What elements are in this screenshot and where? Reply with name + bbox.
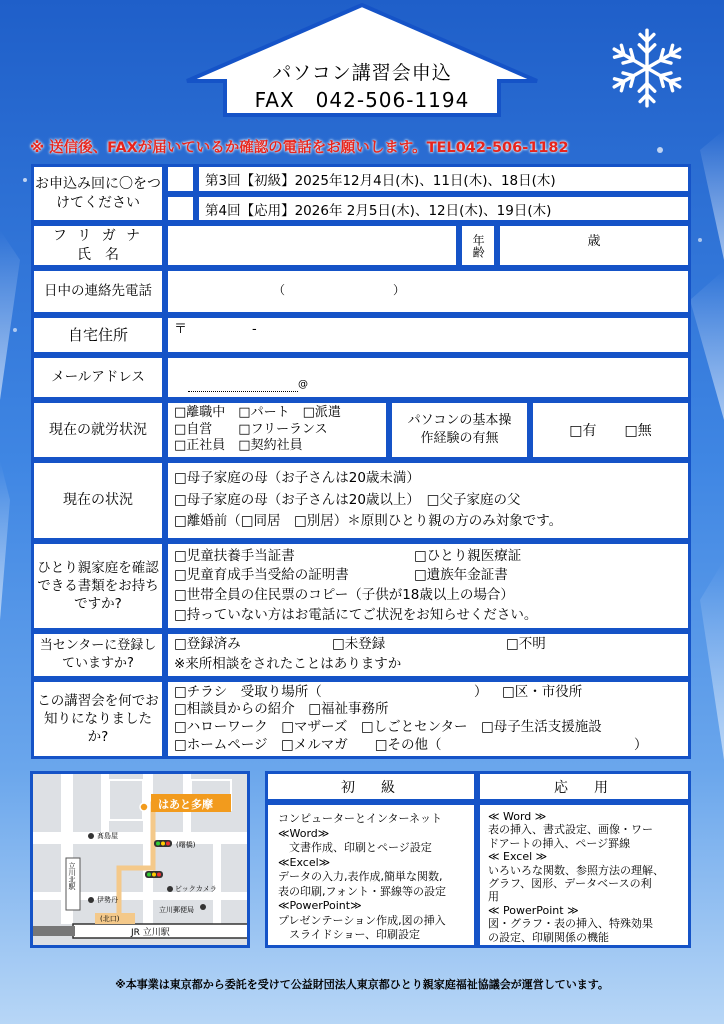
applied-line: 表の挿入、書式設定、画像・ワー [488,823,653,837]
footer-note: ※本事業は東京都から委託を受けて公益財団法人東京都ひとり親家庭福祉協議会が運営しています。 [115,978,609,991]
registration-line2: ※来所相談をされたことはありますか [174,656,402,672]
basic-line: スライドショー、印刷設定 [278,928,421,942]
access-map [30,771,250,948]
registration-line1 [174,635,546,655]
map-label-bic: ビックカメラ [175,885,217,893]
email-label: メールアドレス [31,355,165,400]
age-input[interactable] [497,223,691,268]
documents-line2 [174,566,508,586]
applied-line: ≪ Excel ≫ [488,850,548,864]
session-option2: 第4回【応用】2026年 2月5日(木)、12日(木)、19日(木) [196,194,691,223]
situation-line2: □母子家庭の母（お子さんは20歳以上） □父子家庭の父 [174,491,521,508]
registration-options[interactable] [165,631,691,679]
applied-line: 用 [488,890,499,904]
map-label-post: 立川郵便局 [159,906,194,914]
name-input[interactable] [165,223,459,268]
documents-opt-child-allowance: □児童扶養手当証書 [174,547,295,564]
situation-line3: □離婚前（□同居 □別居）＊原則ひとり親の方のみ対象です。 [174,513,563,530]
form-title: パソコン講習会申込 [272,62,452,84]
registration-opt-unregistered: □未登録 [332,636,386,653]
applied-line: の設定、印刷関係の機能 [488,930,609,944]
registration-label: 当センターに登録していますか? [31,631,165,679]
basic-line: データの入力,表作成,簡単な関数, [278,870,443,884]
session-option1-checkbox[interactable] [165,164,196,194]
session-label: お申込み回に〇をつけてください [31,164,165,223]
source-line1 [174,684,582,702]
applied-course-content [477,802,691,948]
applied-line: ドアートの挿入、ページ罫線 [488,836,631,850]
basic-line: 文書作成、印刷とページ設定 [278,841,432,855]
documents-line3: □世帯全員の住民票のコピー（子供が18歳以上の場合） [174,587,514,603]
situation-options[interactable] [165,460,691,541]
map-drawing [33,774,247,945]
source-options[interactable] [165,679,691,759]
source-other-close: ） [634,736,648,753]
applied-line: ≪ PowerPoint ≫ [488,903,579,917]
furigana-label: フ リ ガ ナ [52,227,144,244]
basic-line: ≪Word≫ [278,826,330,840]
email-at: @ [298,379,308,390]
documents-opt-pension: □遺族年金証書 [414,567,508,584]
basic-course-title: 初 級 [265,771,477,802]
map-label-station: JR 立川駅 [131,928,170,938]
source-label: この講習会を何でお知りになりましたか? [31,679,165,759]
pc-experience-options[interactable]: □有 □無 [530,400,691,460]
basic-line: ≪PowerPoint≫ [278,899,362,913]
basic-course-content [265,802,477,948]
snowflake-icon [604,22,690,114]
documents-label: ひとり親家庭を確認できる書類をお持ちですか? [31,541,165,631]
postal-mark: 〒 - [174,322,257,337]
map-label-north-exit: (北口) [100,915,120,923]
basic-line: 表の印刷,フォント・罫線等の設定 [278,884,446,898]
map-label-place: はあと多摩 [158,798,213,811]
applied-line: 図・グラフ・表の挿入、特殊効果 [488,917,653,931]
registration-opt-registered: □登録済み [174,636,241,653]
confirmation-notice: ※ 送信後、FAXが届いているか確認の電話をお願いします。TEL042-506-1182 [30,140,569,156]
map-label-monorail: 立川北駅 [68,862,76,890]
documents-opt-medical: □ひとり親医療証 [414,547,522,564]
basic-line: プレゼンテーション作成,図の挿入 [278,913,446,927]
address-input[interactable] [165,315,691,355]
applied-line: ≪ Word ≫ [488,810,547,823]
phone-label: 日中の連絡先電話 [31,268,165,315]
source-line2: □相談員からの紹介 □福祉事務所 [174,701,389,718]
name-caption: 氏 名 [77,246,119,263]
age-label: 年齢 [459,223,497,268]
age-unit: 歳 [587,234,601,249]
map-label-takashimaya: 髙島屋 [97,832,118,840]
applied-line: グラフ、図形、データベースの利 [488,877,652,891]
source-line3: □ハローワーク □マザーズ □しごとセンター □母子生活支援施設 [174,719,602,735]
source-opt-city-office: □区・市役所 [502,683,583,700]
source-line4 [174,737,648,755]
employment-label: 現在の就労状況 [31,400,165,460]
source-opt-other: □ホームページ □メルマガ □その他（ [174,736,442,753]
documents-line4: □持っていない方はお電話にてご状況をお知らせください。 [174,606,538,623]
employment-line2: □自営 □フリーランス [174,421,328,437]
employment-line3: □正社員 □契約社員 [174,438,303,454]
phone-parens: （ ） [273,283,406,297]
applied-course-title: 応 用 [477,771,691,802]
email-underline [188,364,298,392]
email-input[interactable] [165,355,691,400]
fax-number: FAX 042-506-1194 [254,88,470,112]
session-option1: 第3回【初級】2025年12月4日(木)、11日(木)、18日(木) [196,164,691,194]
map-label-isetan: 伊勢丹 [97,896,118,904]
documents-options[interactable] [165,541,691,631]
session-option2-checkbox[interactable] [165,194,196,223]
address-label: 自宅住所 [31,315,165,355]
employment-line1: □離職中 □パート □派遣 [174,405,341,421]
source-flyer-close: ） [474,683,488,700]
employment-options[interactable] [165,400,389,460]
documents-opt-child-care: □児童育成手当受給の証明書 [174,567,349,584]
documents-line1 [174,547,521,567]
basic-line: ≪Excel≫ [278,855,331,869]
source-opt-flyer: □チラシ 受取り場所（ [174,683,322,700]
name-label [31,223,165,268]
map-label-akebono: (曙橋) [176,841,196,849]
situation-line1: □母子家庭の母（お子さんは20歳未満） [174,470,420,487]
registration-opt-unknown: □不明 [506,636,546,653]
situation-label: 現在の状況 [31,460,165,541]
basic-line: コンピューターとインターネット [278,812,443,825]
phone-input[interactable] [165,268,691,315]
applied-line: いろいろな関数、参照方法の理解、 [488,863,664,877]
pc-experience-label: パソコンの基本操作経験の有無 [389,400,530,460]
